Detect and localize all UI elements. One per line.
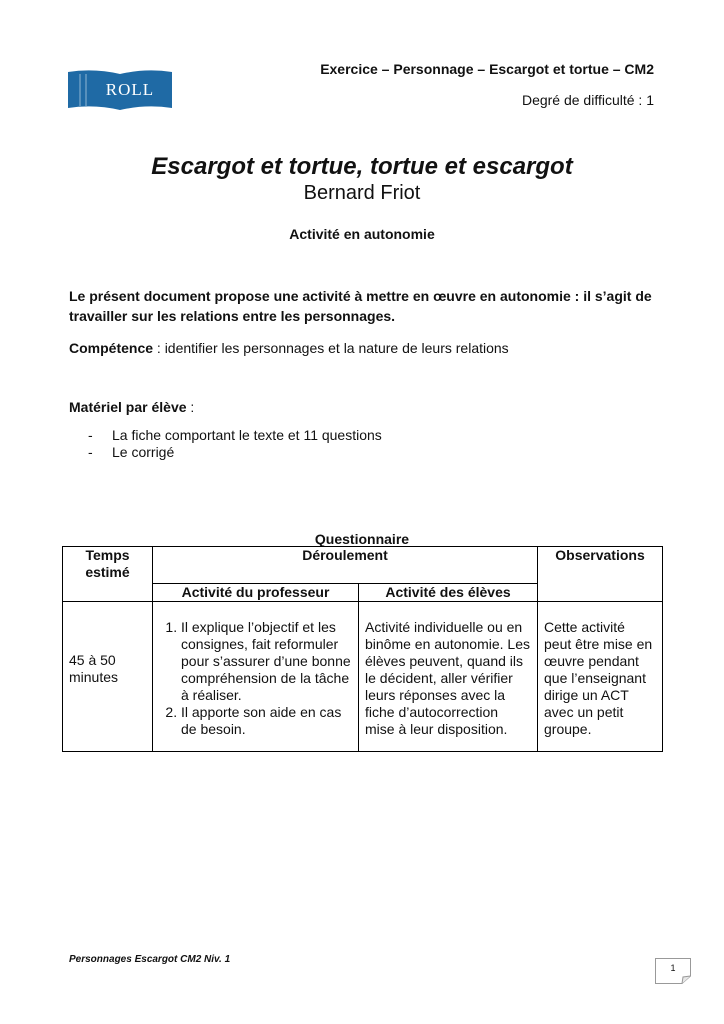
- activity-mode: Activité en autonomie: [289, 226, 435, 242]
- document-author: Bernard Friot: [303, 182, 421, 204]
- list-item: - La fiche comportant le texte et 11 questions: [88, 427, 382, 443]
- materiel-suffix: :: [186, 399, 195, 415]
- header-title: Exercice – Personnage – Escargot et tortue – CM2: [320, 61, 654, 77]
- cell-prof: [153, 602, 359, 752]
- questionnaire-table: [62, 546, 663, 752]
- page-number: 1: [670, 963, 676, 973]
- header-time: Temps estimé: [63, 547, 153, 602]
- materiel-heading: [69, 399, 194, 415]
- cell-eleves: Activité individuelle ou en binôme en autonomie. Les élèves peuvent, quand ils le décident, aller vérifier leurs réponses avec la fiche d’autocorrection mise à leur disposition.: [359, 602, 538, 752]
- competence-label: Compétence: [69, 340, 154, 356]
- footer-text: Personnages Escargot CM2 Niv. 1: [69, 954, 231, 965]
- prof-steps: [159, 619, 352, 738]
- document-title: Escargot et tortue, tortue et escargot: [151, 153, 573, 180]
- materiel-label: Matériel par élève: [69, 399, 187, 415]
- header-observations: Observations: [538, 547, 663, 602]
- difficulty-level: Degré de difficulté : 1: [521, 92, 654, 108]
- intro-paragraph: Le présent document propose une activité à mettre en œuvre en autonomie : il s’agit de travailler sur les relations entre les personnages.: [69, 288, 652, 324]
- cell-observations: Cette activité peut être mise en œuvre pendant que l’enseignant dirige un ACT avec un petit groupe.: [538, 602, 663, 752]
- list-item: 1. Il explique l’objectif et les consignes, fait reformuler pour s’assurer d’une bonne compréhension de la tâche à réaliser.: [181, 619, 352, 704]
- roll-logo: [68, 70, 172, 112]
- subheader-prof: Activité du professeur: [153, 584, 359, 602]
- header-deroulement: Déroulement: [153, 547, 538, 584]
- cell-time: 45 à 50 minutes: [63, 602, 153, 752]
- logo-text: ROLL: [105, 80, 155, 99]
- table-caption: Questionnaire: [314, 531, 410, 547]
- materiel-list: [88, 427, 382, 461]
- subheader-eleves: Activité des élèves: [359, 584, 538, 602]
- competence-text: : identifier les personnages et la nature de leurs relations: [153, 340, 509, 356]
- list-item: 2. Il apporte son aide en cas de besoin.: [181, 704, 352, 738]
- list-item: - Le corrigé: [88, 444, 175, 460]
- competence-line: [69, 339, 509, 357]
